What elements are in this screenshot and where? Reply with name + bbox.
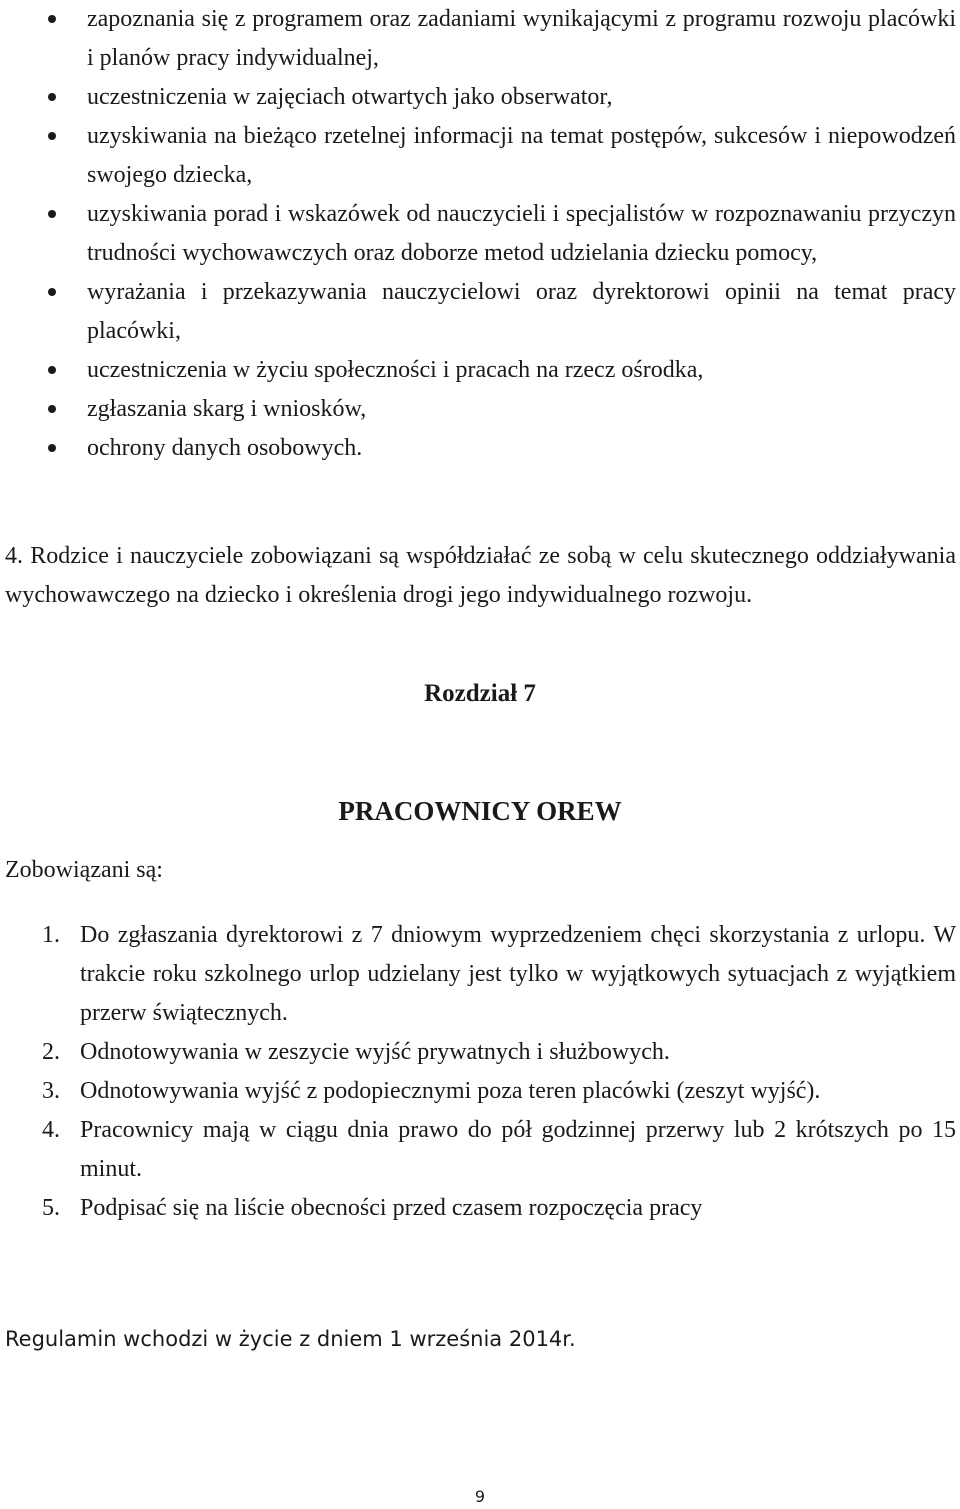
bullet-icon bbox=[48, 15, 56, 23]
list-item-text: uczestniczenia w życiu społeczności i pracach na rzecz ośrodka, bbox=[87, 357, 704, 383]
list-item-text: ochrony danych osobowych. bbox=[87, 435, 363, 461]
list-item-text: Do zgłaszania dyrektorowi z 7 dniowym wyprzedzeniem chęci skorzystania z urlopu. W trakcie roku szkolnego urlop udzielany jest tylko w wyjątkowych sytuacjach z wyjątkiem przerw świątecznych. bbox=[80, 922, 956, 1026]
list-item bbox=[0, 273, 960, 351]
list-item-text: Odnotowywania w zeszycie wyjść prywatnych i służbowych. bbox=[80, 1039, 670, 1065]
list-item-text: Podpisać się na liście obecności przed czasem rozpoczęcia pracy bbox=[80, 1195, 703, 1221]
section-title: PRACOWNICY OREW bbox=[338, 796, 622, 826]
list-item-number: 4. bbox=[42, 1117, 60, 1143]
list-item-number: 2. bbox=[42, 1039, 60, 1065]
list-item-text: uzyskiwania porad i wskazówek od nauczycieli i specjalistów w rozpoznawaniu przyczyn trudności wychowawczych oraz doborze metod udzielania dziecku pomocy, bbox=[87, 201, 956, 266]
list-item-text: Pracownicy mają w ciągu dnia prawo do pół godzinnej przerwy lub 2 krótszych po 15 minut. bbox=[80, 1117, 956, 1182]
chapter-title: Rozdział 7 bbox=[424, 680, 536, 707]
list-item bbox=[0, 1189, 960, 1228]
list-item bbox=[0, 117, 960, 195]
bullet-icon bbox=[48, 366, 56, 374]
bullet-icon bbox=[48, 405, 56, 413]
list-item bbox=[0, 78, 960, 117]
paragraph-cooperation: 4. Rodzice i nauczyciele zobowiązani są współdziałać ze sobą w celu skutecznego oddziaływania wychowawczego na dziecko i określenia drogi jego indywidualnego rozwoju. bbox=[5, 543, 956, 608]
list-item-number: 3. bbox=[42, 1078, 60, 1104]
list-item bbox=[0, 916, 960, 1033]
list-item bbox=[0, 1033, 960, 1072]
list-item-text: wyrażania i przekazywania nauczycielowi oraz dyrektorowi opinii na temat pracy placówki, bbox=[87, 279, 956, 344]
list-item bbox=[0, 351, 960, 390]
obliged-heading: Zobowiązani są: bbox=[5, 857, 163, 883]
bullet-icon bbox=[48, 444, 56, 452]
bullet-icon bbox=[48, 93, 56, 101]
list-item-text: uzyskiwania na bieżąco rzetelnej informacji na temat postępów, sukcesów i niepowodzeń swojego dziecka, bbox=[87, 123, 956, 188]
list-item-number: 5. bbox=[42, 1195, 60, 1221]
bullet-icon bbox=[48, 210, 56, 218]
list-item-text: uczestniczenia w zajęciach otwartych jako obserwator, bbox=[87, 84, 613, 110]
employee-duties-list bbox=[0, 916, 960, 1228]
bullet-icon bbox=[48, 132, 56, 140]
list-item bbox=[0, 0, 960, 78]
list-item-number: 1. bbox=[42, 922, 60, 948]
list-item-text: zapoznania się z programem oraz zadaniami wynikającymi z programu rozwoju placówki i planów pracy indywidualnej, bbox=[87, 6, 956, 71]
list-item-text: zgłaszania skarg i wniosków, bbox=[87, 396, 367, 422]
list-item bbox=[0, 390, 960, 429]
list-item bbox=[0, 429, 960, 468]
effective-date-note: Regulamin wchodzi w życie z dniem 1 września 2014r. bbox=[5, 1327, 576, 1351]
list-item bbox=[0, 1111, 960, 1189]
list-item bbox=[0, 1072, 960, 1111]
list-item-text: Odnotowywania wyjść z podopiecznymi poza teren placówki (zeszyt wyjść). bbox=[80, 1078, 821, 1104]
list-item bbox=[0, 195, 960, 273]
parent-rights-list bbox=[0, 0, 960, 468]
bullet-icon bbox=[48, 288, 56, 296]
page-number: 9 bbox=[474, 1487, 486, 1506]
